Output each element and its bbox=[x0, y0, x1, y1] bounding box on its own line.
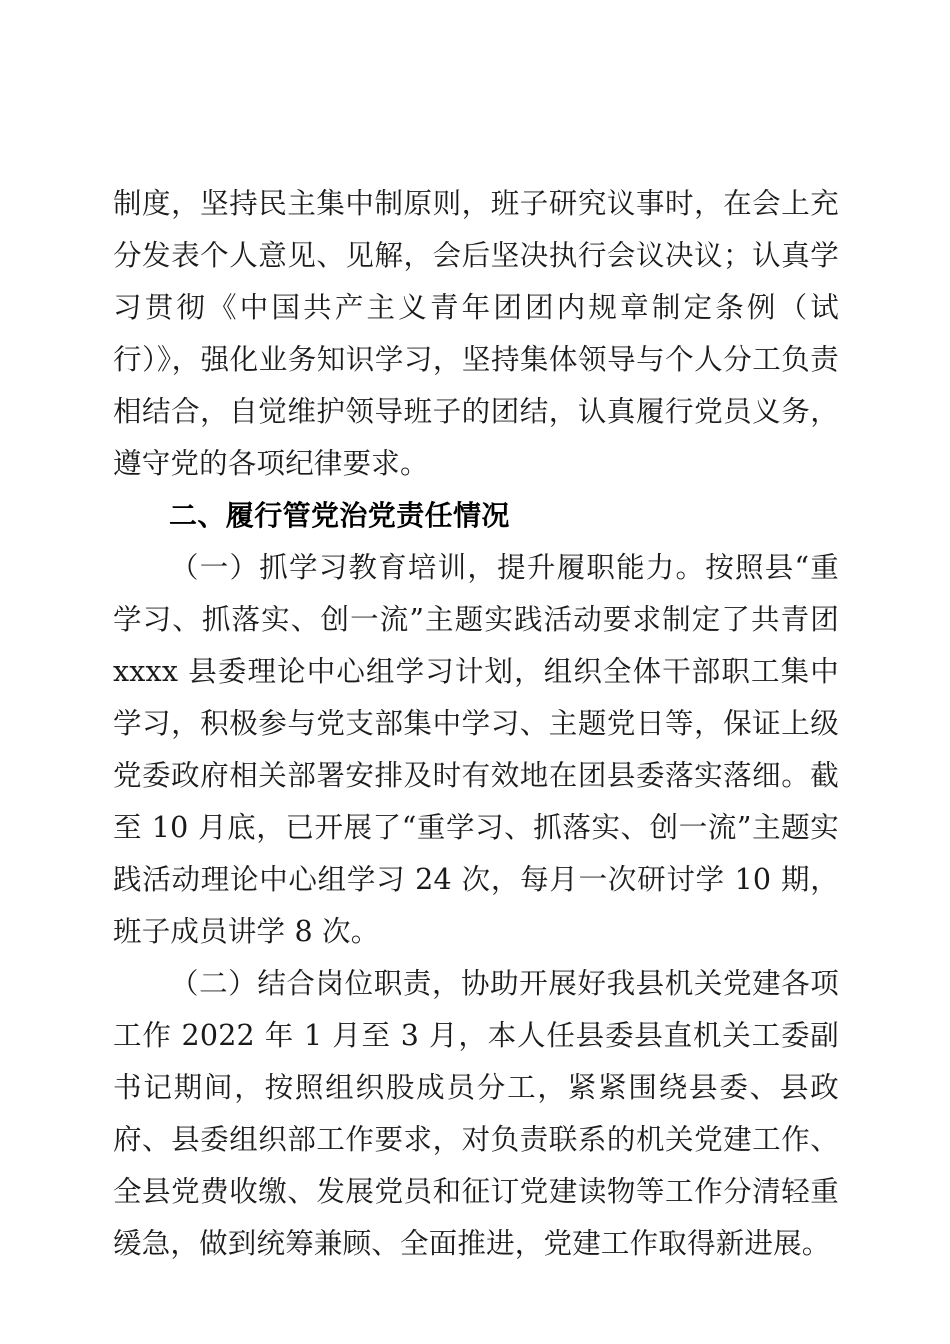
paragraph-item-two: （二）结合岗位职责，协助开展好我县机关党建各项工作 2022 年 1 月至 3 月，本人任县委县直机关工委副书记期间，按照组织股成员分工，紧紧围绕县委、县政府、县委组织部工作要求，对负责联系的机关党建工作、全县党费收缴、发展党员和征订党建读物等工作分清轻重缓急，做到统筹兼顾、全面推进，党建工作取得新进展。 bbox=[113, 967, 839, 1260]
section-heading-two: 二、履行管党治党责任情况 bbox=[169, 500, 510, 531]
paragraph-continuation: 制度，坚持民主集中制原则，班子研究议事时，在会上充分发表个人意见、见解，会后坚决执行会议决议；认真学习贯彻《中国共产主义青年团团内规章制定条例（试行）》，强化业务知识学习，坚持集体领导与个人分工负责相结合，自觉维护领导班子的团结，认真履行党员义务，遵守党的各项纪律要求。 bbox=[113, 187, 839, 480]
document-text-body bbox=[113, 178, 839, 1270]
paragraph-item-one: （一）抓学习教育培训，提升履职能力。按照县“重学习、抓落实、创一流”主题实践活动要求制定了共青团 xxxx 县委理论中心组学习计划，组织全体干部职工集中学习，积极参与党支部集中学习、主题党日等，保证上级党委政府相关部署安排及时有效地在团县委落实落细。截至 10 月底，已开展了“重学习、抓落实、创一流”主题实践活动理论中心组学习 24 次，每月一次研讨学 10 期，班子成员讲学 8 次。 bbox=[113, 551, 839, 948]
